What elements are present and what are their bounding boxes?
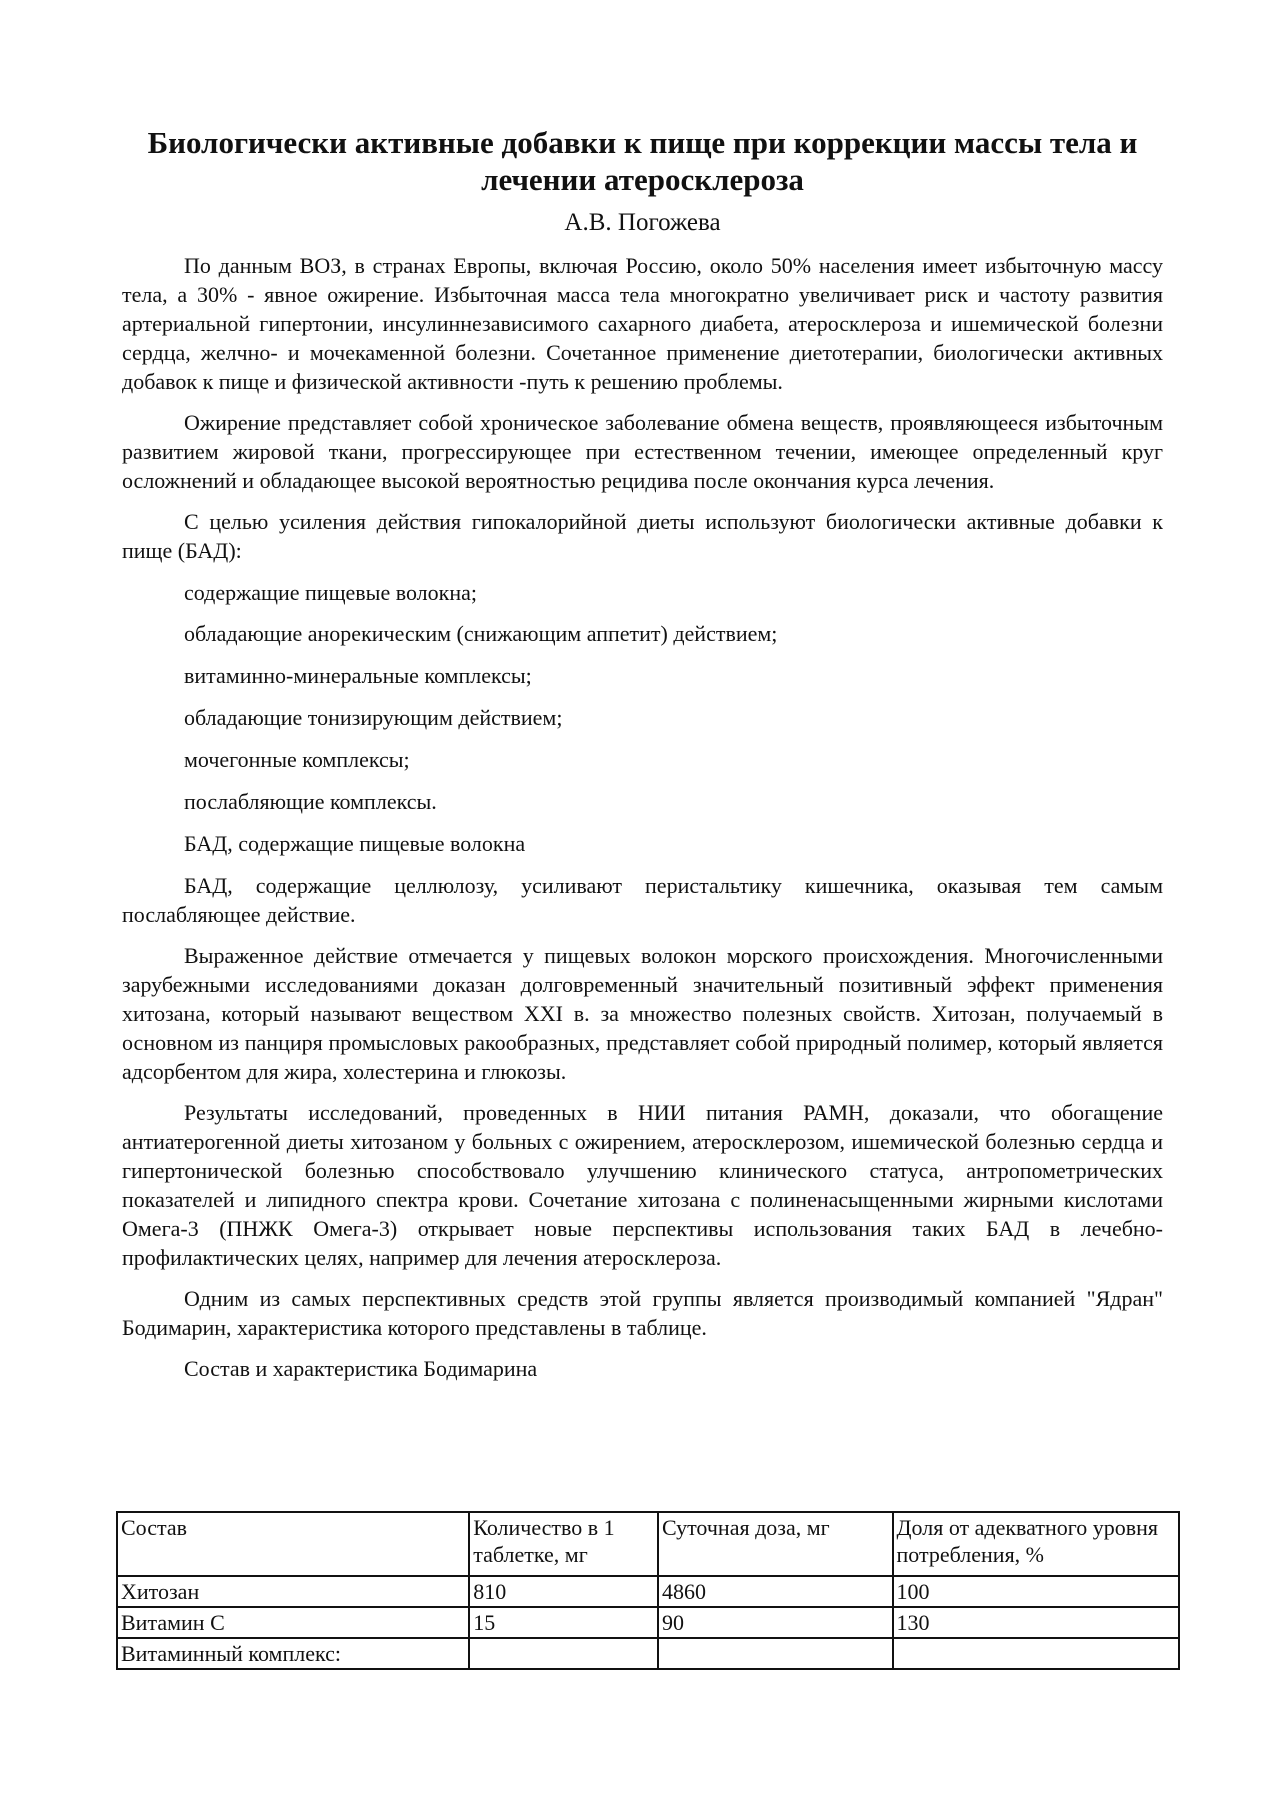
list-item: содержащие пищевые волокна; xyxy=(184,579,477,605)
table-cell: Витаминный комплекс: xyxy=(117,1638,469,1669)
paragraph: По данным ВОЗ, в странах Европы, включая Россию, около 50% населения имеет избыточную массу тела, а 30% - явное ожирение. Избыточная масса тела многократно увеличивает риск и частоту развития артериальной гипертонии, инсулиннезависимого сахарного диабета, атеросклероза и ишемической болезни сердца, желчно- и мочекаменной болезни. Сочетанное применение диетотерапии, биологически активных добавок к пище и физической активности -путь к решению проблемы. xyxy=(122,253,1163,394)
list-item: послабляющие комплексы. xyxy=(184,789,437,815)
table-header-cell: Суточная доза, мг xyxy=(658,1512,893,1576)
list-item: витаминно-минеральные комплексы; xyxy=(184,663,532,689)
table-cell: Витамин С xyxy=(117,1607,469,1638)
table-cell: 90 xyxy=(658,1607,893,1638)
paragraph: Ожирение представляет собой хроническое заболевание обмена веществ, проявляющееся избыточным развитием жировой ткани, прогрессирующее при естественном течении, имеющее определенный круг осложнений и обладающее высокой вероятностью рецидива после окончания курса лечения. xyxy=(122,410,1163,493)
table-row xyxy=(117,1607,1179,1638)
table-cell: 130 xyxy=(893,1607,1180,1638)
table-cell xyxy=(469,1638,658,1669)
paragraph: Выраженное действие отмечается у пищевых волокон морского происхождения. Многочисленными зарубежными исследованиями доказан долговременный значительный позитивный эффект применения хитозана, который называют веществом XXI в. за множество полезных свойств. Хитозан, получаемый в основном из панциря промысловых ракообразных, представляет собой природный полимер, который является адсорбентом для жира, холестерина и глюкозы. xyxy=(122,943,1163,1084)
table-cell xyxy=(893,1638,1180,1669)
list-item: мочегонные комплексы; xyxy=(184,747,410,773)
author: А.В. Погожева xyxy=(564,209,721,236)
list-item: обладающие анорекическим (снижающим аппетит) действием; xyxy=(184,621,778,647)
paragraph: Одним из самых перспективных средств этой группы является производимый компанией "Ядран" Бодимарин, характеристика которого представлены в таблице. xyxy=(122,1286,1163,1341)
table-caption: Состав и характеристика Бодимарина xyxy=(184,1355,538,1381)
table-cell: Хитозан xyxy=(117,1576,469,1607)
table-header-cell: Количество в 1 таблетке, мг xyxy=(469,1512,658,1576)
document-title: Биологически активные добавки к пище при коррекции массы тела и лечении атеросклероза xyxy=(147,125,1138,197)
list-item: обладающие тонизирующим действием; xyxy=(184,705,563,731)
table-cell: 100 xyxy=(893,1576,1180,1607)
subheading: БАД, содержащие пищевые волокна xyxy=(184,831,526,856)
table-header-cell: Состав xyxy=(117,1512,469,1576)
paragraph: БАД, содержащие целлюлозу, усиливают перистальтику кишечника, оказывая тем самым послабляющее действие. xyxy=(122,872,1163,927)
table-cell: 810 xyxy=(469,1576,658,1607)
document-page xyxy=(122,124,1163,1382)
table-header-row xyxy=(117,1512,1179,1576)
table-cell: 4860 xyxy=(658,1576,893,1607)
table-row xyxy=(117,1638,1179,1669)
table-header-cell: Доля от адекватного уровня потребления, % xyxy=(893,1512,1180,1576)
table-row xyxy=(117,1576,1179,1607)
paragraph: С целью усиления действия гипокалорийной диеты используют биологически активные добавки к пище (БАД): xyxy=(122,509,1163,564)
table-cell xyxy=(658,1638,893,1669)
paragraph: Результаты исследований, проведенных в НИИ питания РАМН, доказали, что обогащение антиатерогенной диеты хитозаном у больных с ожирением, атеросклерозом, ишемической болезнью сердца и гипертонической болезнью способствовало улучшению клинического статуса, антропометрических показателей и липидного спектра крови. Сочетание хитозана с полиненасыщенными жирными кислотами Омега-3 (ПНЖК Омега-3) открывает новые перспективы использования таких БАД в лечебно-профилактических целях, например для лечения атеросклероза. xyxy=(122,1100,1163,1270)
composition-table xyxy=(116,1511,1180,1670)
table-cell: 15 xyxy=(469,1607,658,1638)
